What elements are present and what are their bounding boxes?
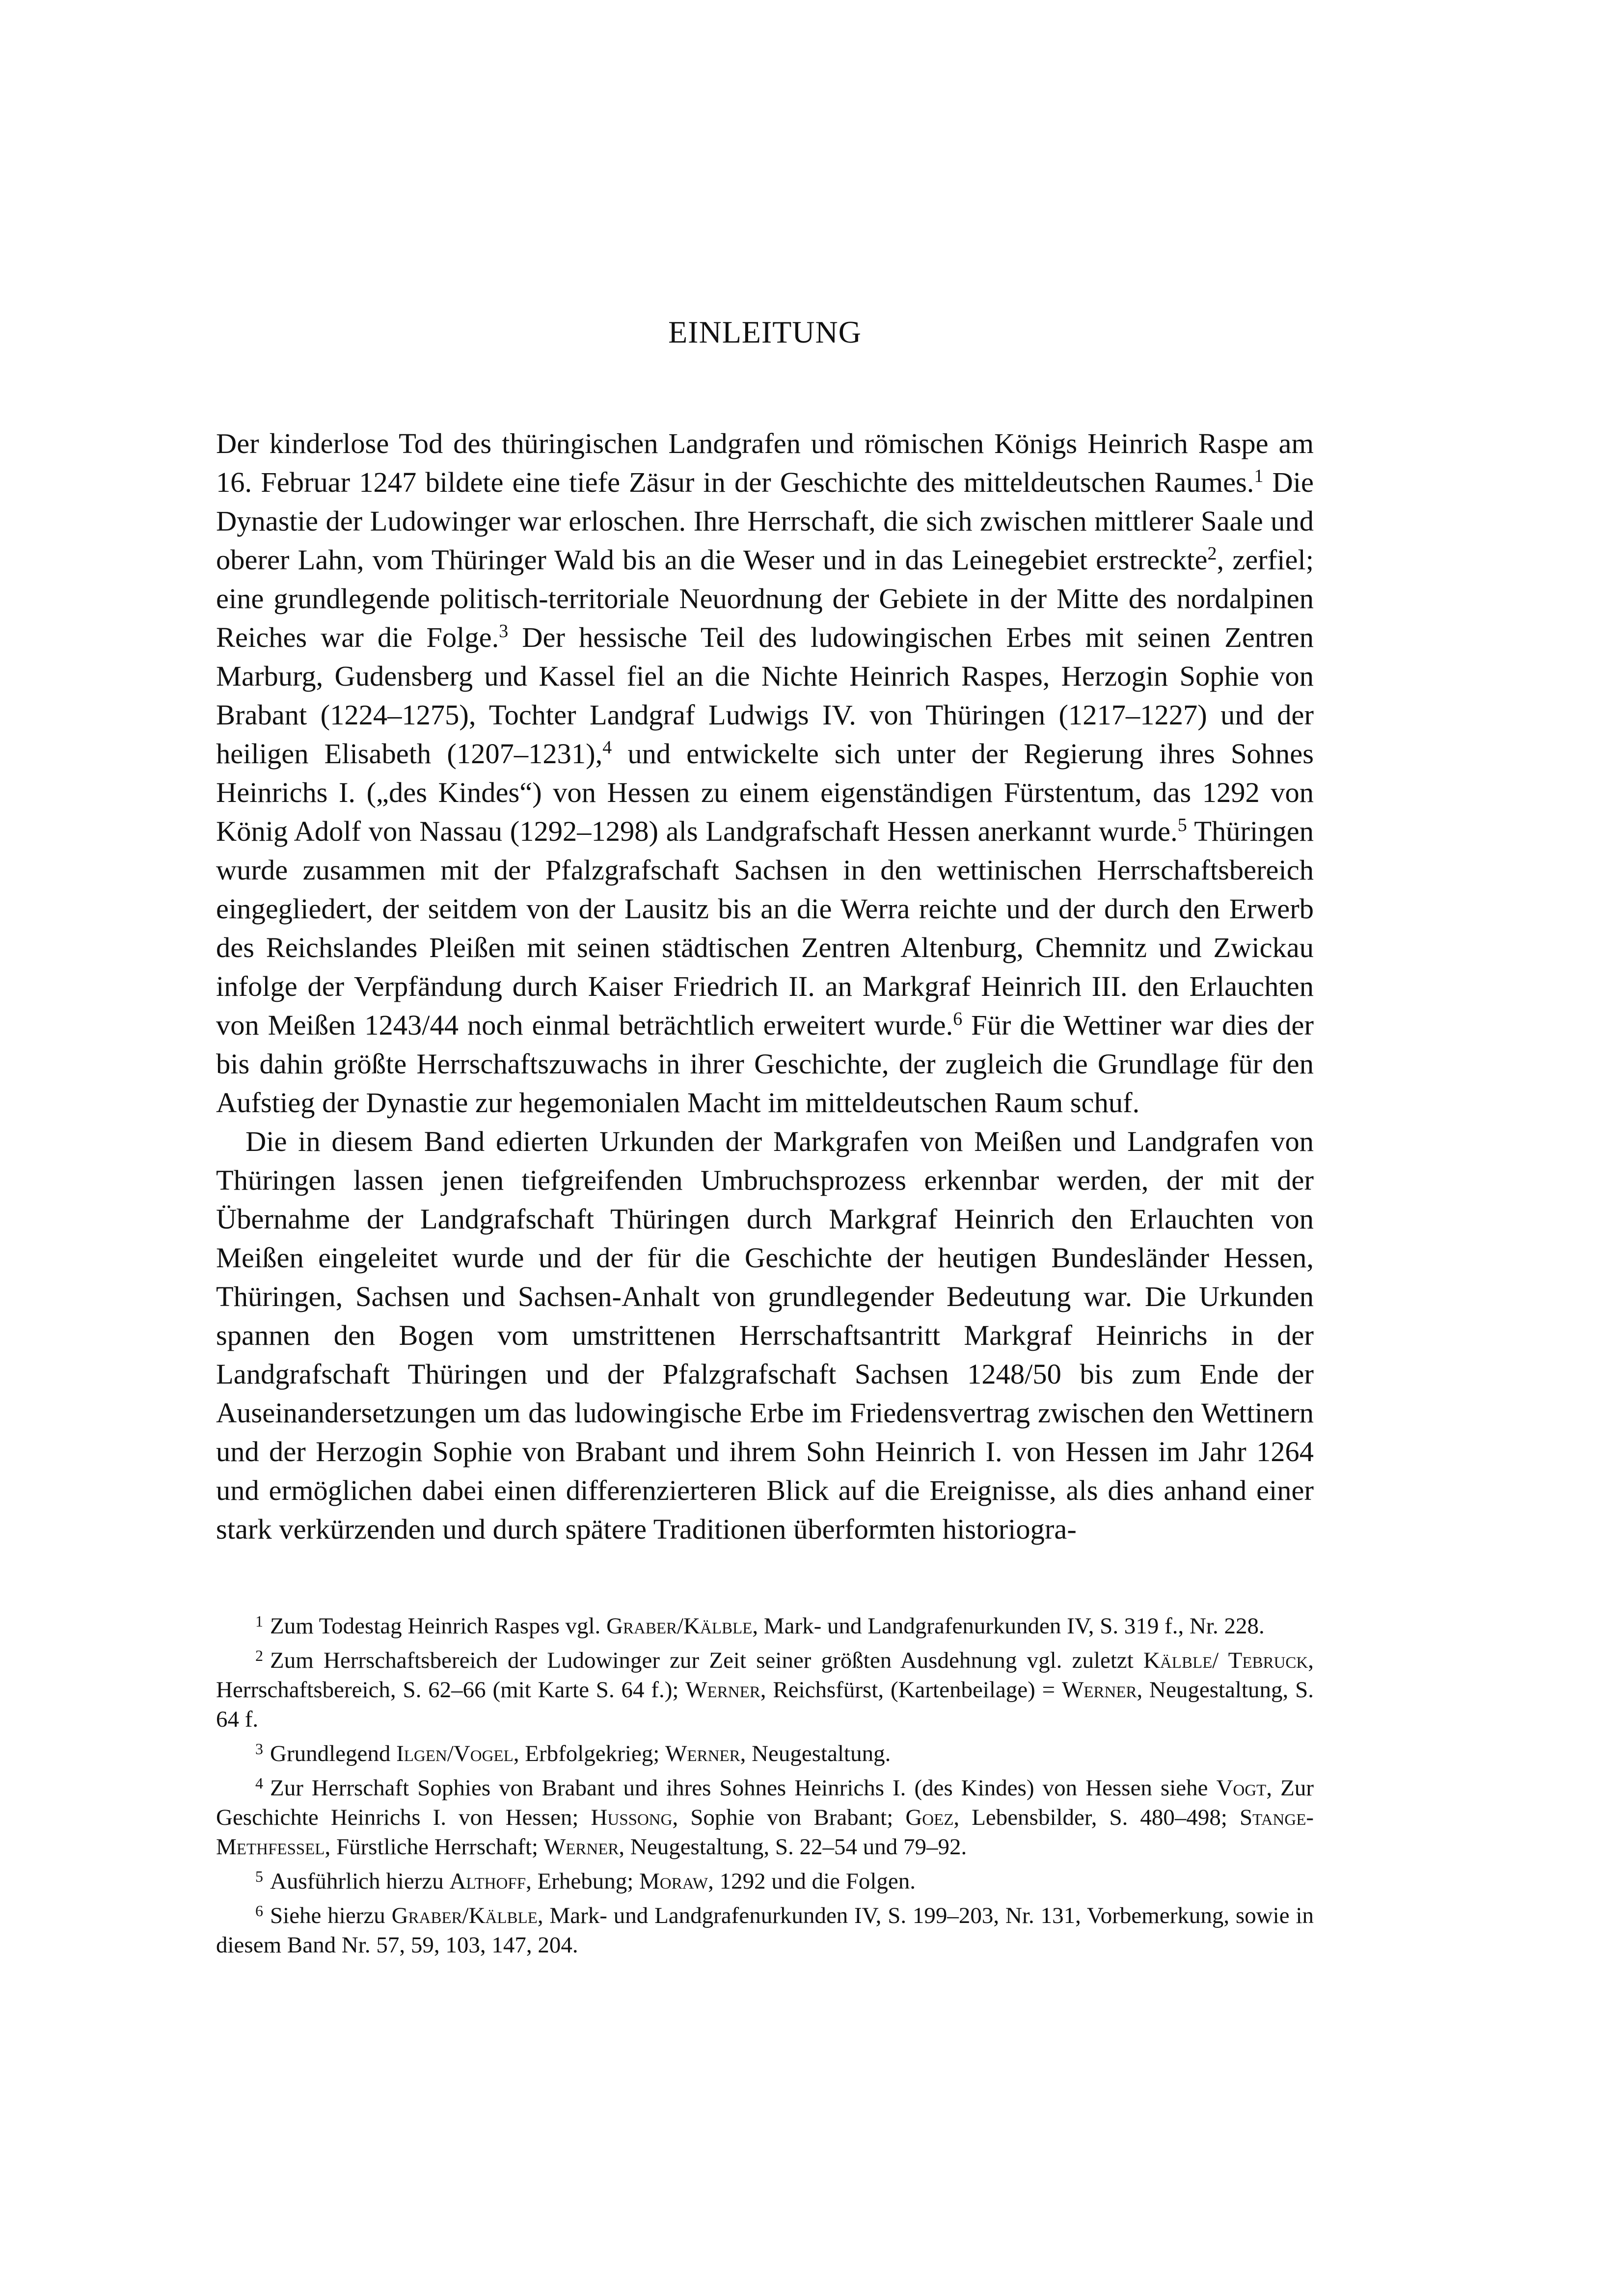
footnote-text: , Neugestaltung. [740, 1741, 891, 1766]
author-name: Stange-Methfessel [216, 1805, 1314, 1860]
author-name: Werner [685, 1677, 760, 1703]
footnote-4 [216, 1773, 1314, 1862]
paragraph-1-sentence-5: und entwickelte sich unter der Regierung ihres Sohnes Heinrichs I. („des Kindes“) von Hessen zu einem eigenständigen Fürstentum, das 1292 von König Adolf von Nassau (1292–1298) als Landgrafschaft Hessen anerkannt wurde. [216, 738, 1314, 847]
footnote-text: , Herrschaftsbereich, S. 62–66 (mit Karte S. 64 f.); [216, 1648, 1314, 1703]
footnote-text: , Mark- und Landgrafenurkunden IV, S. 319 f., Nr. 228. [752, 1613, 1265, 1639]
author-name: Vogt [1216, 1775, 1267, 1801]
author-name: Ilgen/Vogel [396, 1741, 514, 1766]
footnote-text: Siehe hierzu [270, 1903, 392, 1928]
author-name: Werner [1061, 1677, 1137, 1703]
author-name: Kälble/ Tebruck [1143, 1648, 1308, 1673]
footnote-text: , Zur Geschichte Heinrichs I. von Hessen; [216, 1775, 1314, 1830]
paragraph-1-sentence-1: Der kinderlose Tod des thüringischen Landgrafen und römischen Königs Heinrich Raspe am 16. Februar 1247 bildete eine tiefe Zäsur in der Geschichte des mitteldeutschen Raumes. [216, 427, 1314, 498]
footnote-text: , Fürstliche Herrschaft; [325, 1834, 544, 1860]
paragraph-1-sentence-3: , zerfiel; eine grundlegende politisch-territoriale Neuordnung der Gebiete in der Mitte des nordalpinen Reiches war die Folge. [216, 544, 1314, 653]
footnote-text: Zur Herrschaft Sophies von Brabant und ihres Sohnes Heinrichs I. (des Kindes) von Hessen siehe [270, 1775, 1217, 1801]
footnote-text: , Erhebung; [526, 1869, 640, 1894]
footnote-text: , Neugestaltung, S. 22–54 und 79–92. [619, 1834, 967, 1860]
footnote-text: , Mark- und Landgrafenurkunden IV, S. 199–203, Nr. 131, Vorbemerkung, sowie in diesem Band Nr. 57, 59, 103, 147, 204. [216, 1903, 1314, 1958]
author-name: Werner [543, 1834, 619, 1860]
footnote-text: Ausführlich hierzu [270, 1869, 450, 1894]
footnote-reference-6: 6 [953, 1009, 963, 1029]
author-name: Moraw [639, 1869, 708, 1894]
footnote-number: 3 [255, 1740, 263, 1758]
main-text [216, 424, 1314, 1548]
author-name: Werner [665, 1741, 740, 1766]
paragraph-1-sentence-7: Für die Wettiner war dies der bis dahin größte Herrschaftszuwachs in ihrer Geschichte, der zugleich die Grundlage für den Aufstieg der Dynastie zur hegemonialen Macht im mitteldeutschen Raum schuf. [216, 1009, 1314, 1119]
footnote-3 [216, 1739, 1314, 1768]
footnotes-section [216, 1611, 1314, 1960]
paragraph-1 [216, 424, 1314, 1122]
footnote-reference-4: 4 [602, 737, 612, 758]
footnote-5 [216, 1867, 1314, 1896]
footnote-reference-1: 1 [1254, 466, 1264, 486]
footnote-text: , Reichsfürst, (Kartenbeilage) = [760, 1677, 1062, 1703]
footnote-number: 4 [255, 1774, 263, 1792]
footnote-6 [216, 1901, 1314, 1960]
footnote-number: 6 [255, 1902, 263, 1920]
footnote-reference-2: 2 [1207, 543, 1217, 564]
footnote-text: Grundlegend [270, 1741, 397, 1766]
document-page [216, 314, 1314, 1965]
author-name: Goez [905, 1805, 954, 1830]
footnote-text: , Neugestaltung, S. 64 f. [216, 1677, 1314, 1732]
footnote-number: 2 [255, 1647, 263, 1664]
author-name: Graber/Kälble [391, 1903, 538, 1928]
paragraph-1-sentence-4: Der hessische Teil des ludowingischen Erbes mit seinen Zentren Marburg, Gudensberg und Kassel fiel an die Nichte Heinrich Raspes, Herzogin Sophie von Brabant (1224–1275), Tochter Landgraf Ludwigs IV. von Thüringen (1217–1227) und der heiligen Elisabeth (1207–1231), [216, 621, 1314, 770]
paragraph-1-sentence-2: Die Dynastie der Ludowinger war erloschen. Ihre Herrschaft, die sich zwischen mittlerer Saale und oberer Lahn, vom Thüringer Wald bis an die Weser und in das Leinegebiet erstreckte [216, 466, 1314, 576]
footnote-text: , Sophie von Brabant; [672, 1805, 906, 1830]
chapter-heading: EINLEITUNG [668, 315, 862, 349]
footnote-text: , Lebensbilder, S. 480–498; [953, 1805, 1240, 1830]
paragraph-2: Die in diesem Band edierten Urkunden der Markgrafen von Meißen und Landgrafen von Thüringen lassen jenen tiefgreifenden Umbruchsprozess erkennbar werden, der mit der Übernahme der Landgrafschaft Thüringen durch Markgraf Heinrich den Erlauchten von Meißen eingeleitet wurde und der für die Geschichte der heutigen Bundesländer Hessen, Thüringen, Sachsen und Sachsen-Anhalt von grundlegender Bedeutung war. Die Urkunden spannen den Bogen vom umstrittenen Herrschaftsantritt Markgraf Heinrichs in der Landgrafschaft Thüringen und der Pfalzgrafschaft Sachsen 1248/50 bis zum Ende der Auseinandersetzungen um das ludowingische Erbe im Friedensvertrag zwischen den Wettinern und der Herzogin Sophie von Brabant und ihrem Sohn Heinrich I. von Hessen im Jahr 1264 und ermöglichen dabei einen differenzierteren Blick auf die Ereignisse, als dies anhand einer stark verkürzenden und durch spätere Traditionen überformten historiogra- [216, 1125, 1314, 1545]
author-name: Althoff [449, 1869, 526, 1894]
footnote-number: 1 [255, 1612, 263, 1630]
footnote-text: , Erbfolgekrieg; [513, 1741, 666, 1766]
author-name: Graber/Kälble [606, 1613, 753, 1639]
footnote-reference-3: 3 [499, 621, 509, 641]
footnote-text: , 1292 und die Folgen. [708, 1869, 916, 1894]
author-name: Hussong [591, 1805, 673, 1830]
footnote-text: Zum Todestag Heinrich Raspes vgl. [270, 1613, 607, 1639]
footnote-number: 5 [255, 1868, 263, 1885]
footnote-reference-5: 5 [1177, 815, 1187, 835]
footnote-1 [216, 1611, 1314, 1641]
footnote-2 [216, 1646, 1314, 1734]
footnote-text: Zum Herrschaftsbereich der Ludowinger zur Zeit seiner größten Ausdehnung vgl. zuletzt [270, 1648, 1144, 1673]
paragraph-1-sentence-6: Thüringen wurde zusammen mit der Pfalzgrafschaft Sachsen in den wettinischen Herrschaftsbereich eingegliedert, der seitdem von der Lausitz bis an die Werra reichte und der durch den Erwerb des Reichslandes Pleißen mit seinen städtischen Zentren Altenburg, Chemnitz und Zwickau infolge der Verpfändung durch Kaiser Friedrich II. an Markgraf Heinrich III. den Erlauchten von Meißen 1243/44 noch einmal beträchtlich erweitert wurde. [216, 815, 1314, 1041]
